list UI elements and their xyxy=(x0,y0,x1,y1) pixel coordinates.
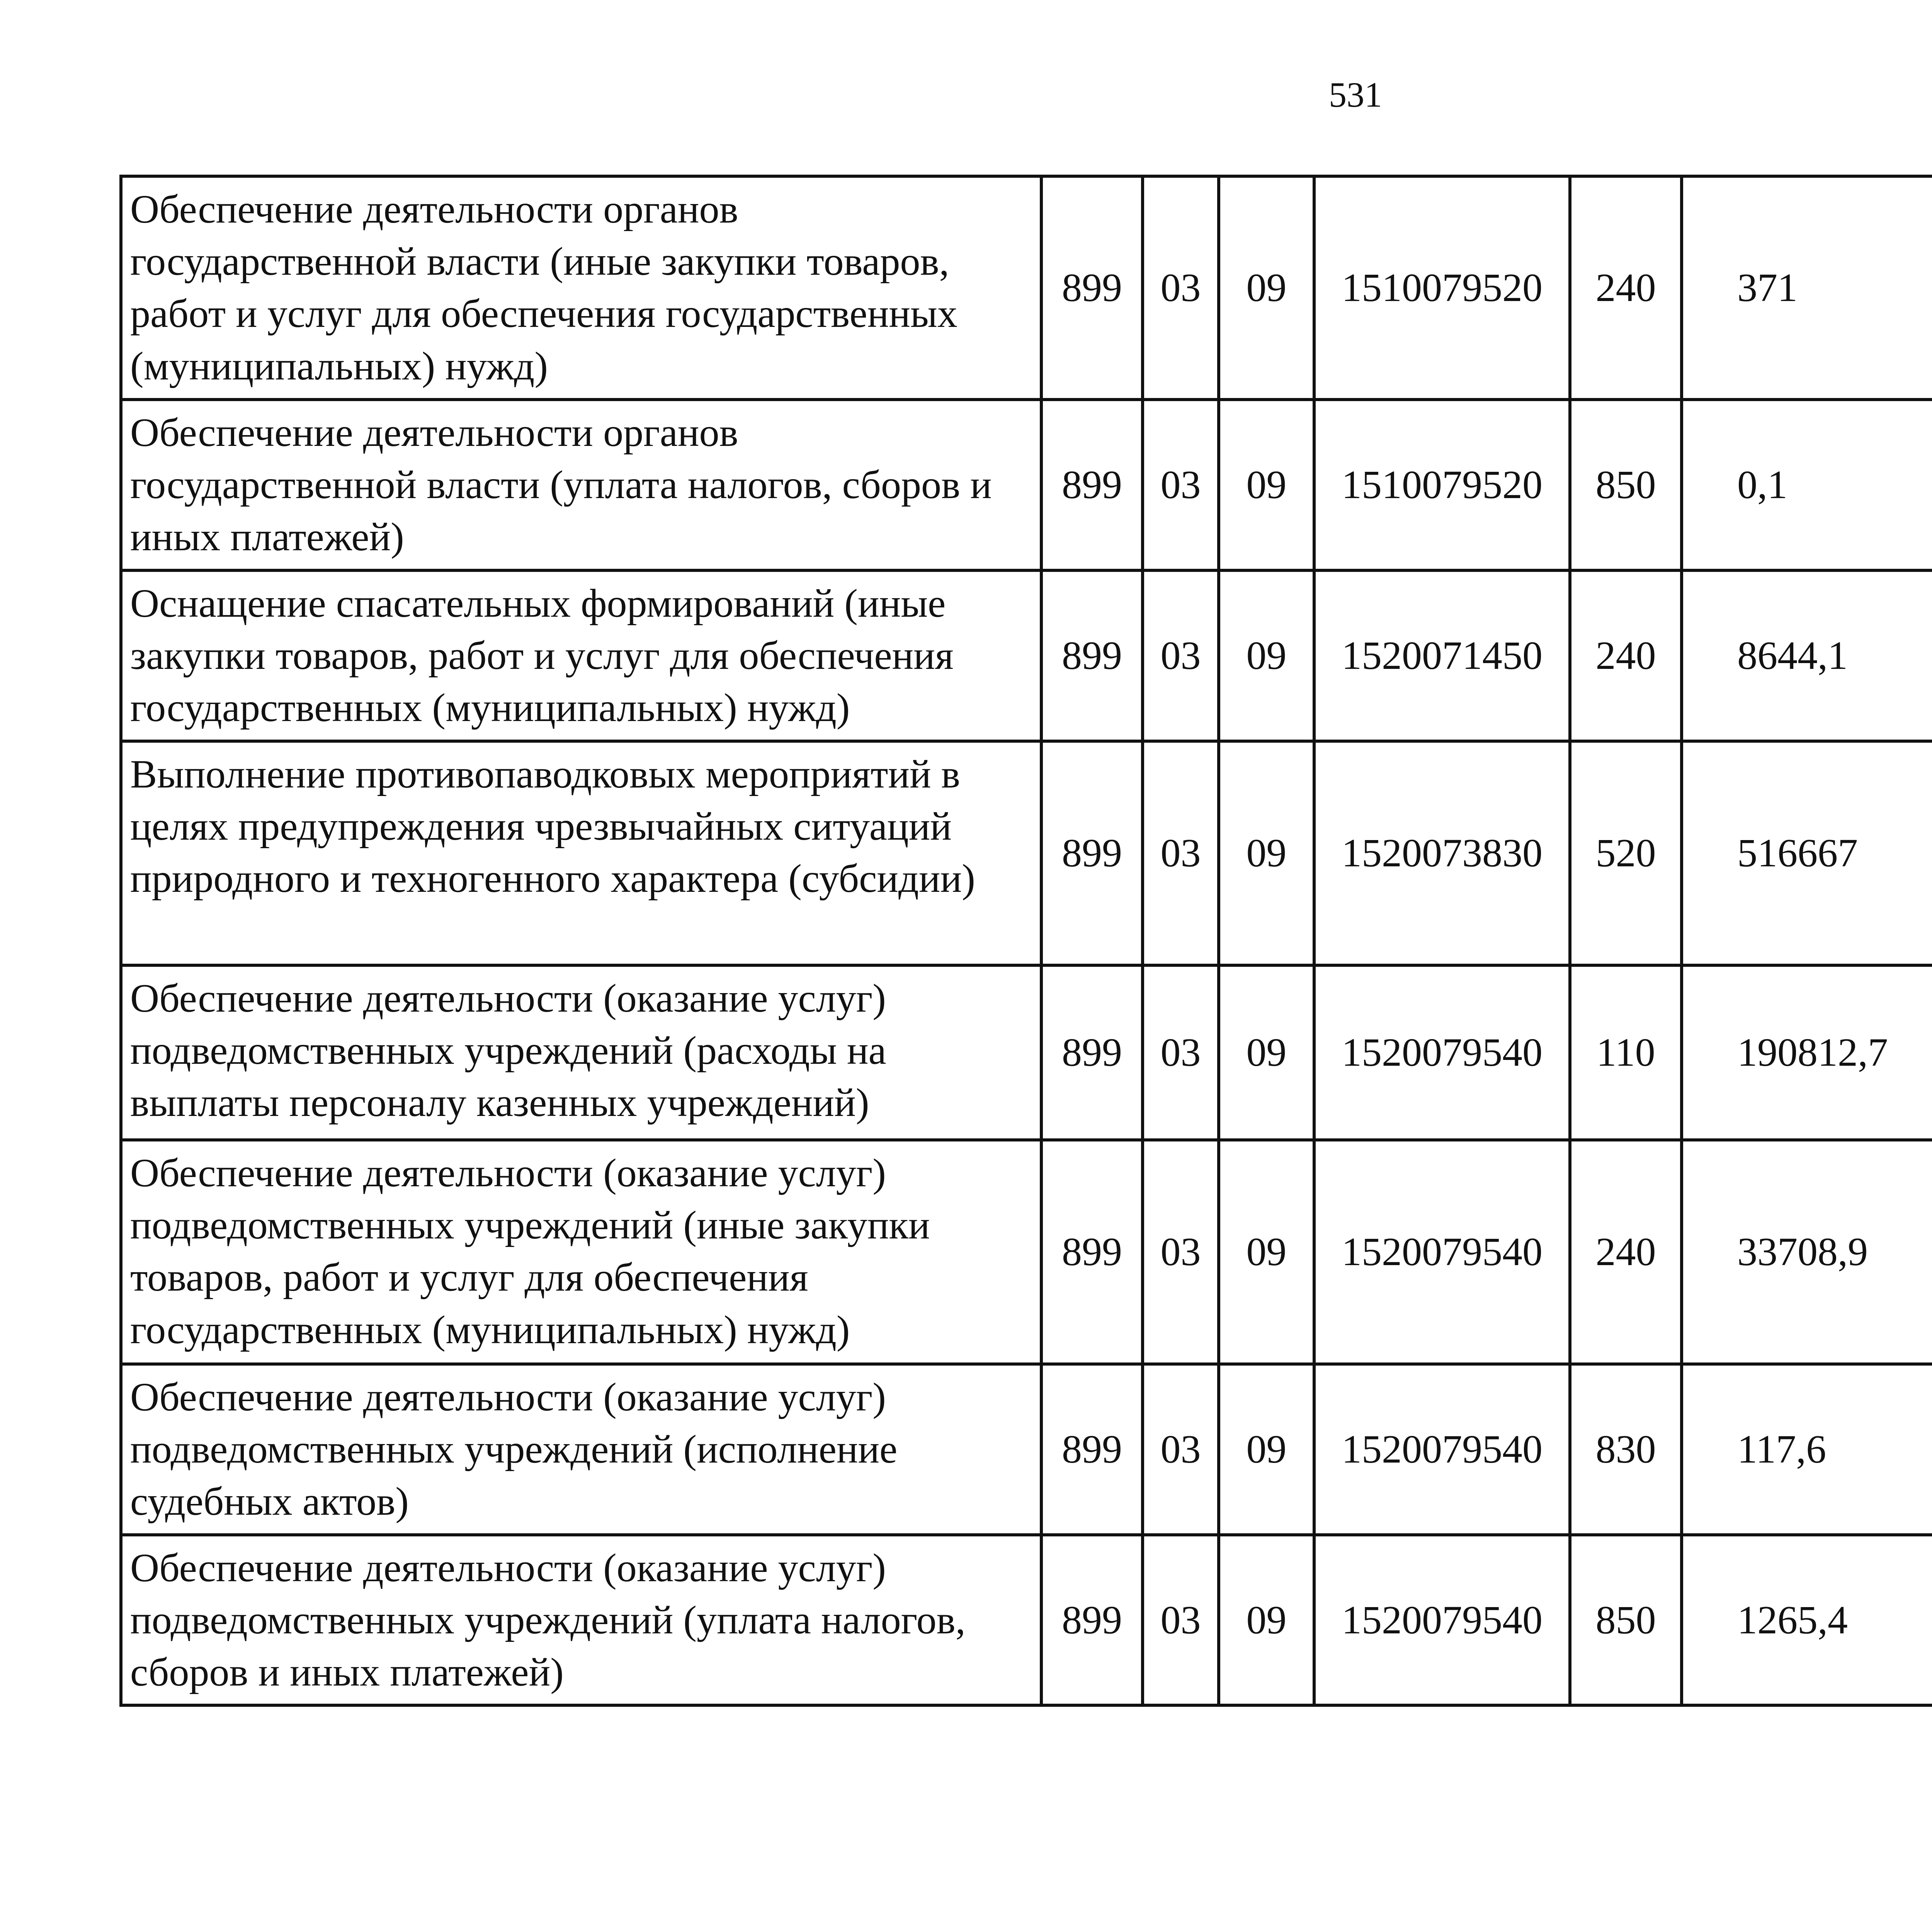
expense-type-code: 240 xyxy=(1570,176,1682,400)
table-row xyxy=(121,400,1932,570)
amount-1: 1265,4 xyxy=(1682,1535,1932,1706)
target-item-code: 1520073830 xyxy=(1314,741,1570,965)
expense-type-code: 110 xyxy=(1570,965,1682,1140)
row-description: Выполнение противопаводковых мероприятий в целях предупреждения чрезвычайных ситуаций природного и техногенного характера (субсидии) xyxy=(121,741,1041,965)
ministry-code: 899 xyxy=(1041,570,1143,741)
row-description: Обеспечение деятельности (оказание услуг) подведомственных учреждений (исполнение судебных актов) xyxy=(121,1364,1041,1535)
target-item-code: 1520079540 xyxy=(1314,1535,1570,1706)
expense-type-code: 830 xyxy=(1570,1364,1682,1535)
section-code: 03 xyxy=(1143,570,1219,741)
subsection-code: 09 xyxy=(1219,570,1314,741)
ministry-code: 899 xyxy=(1041,1140,1143,1364)
subsection-code: 09 xyxy=(1219,1535,1314,1706)
table-row xyxy=(121,741,1932,965)
subsection-code: 09 xyxy=(1219,1140,1314,1364)
ministry-code: 899 xyxy=(1041,1364,1143,1535)
subsection-code: 09 xyxy=(1219,965,1314,1140)
row-description: Оснащение спасательных формирований (иные закупки товаров, работ и услуг для обеспечения государственных (муниципальных) нужд) xyxy=(121,570,1041,741)
table-row xyxy=(121,570,1932,741)
table-row xyxy=(121,1364,1932,1535)
ministry-code: 899 xyxy=(1041,741,1143,965)
row-description: Обеспечение деятельности органов государственной власти (иные закупки товаров, работ и услуг для обеспечения государственных (муниципальных) нужд) xyxy=(121,176,1041,400)
section-code: 03 xyxy=(1143,176,1219,400)
target-item-code: 1520079540 xyxy=(1314,1364,1570,1535)
target-item-code: 1520071450 xyxy=(1314,570,1570,741)
expense-type-code: 850 xyxy=(1570,400,1682,570)
ministry-code: 899 xyxy=(1041,400,1143,570)
subsection-code: 09 xyxy=(1219,741,1314,965)
amount-1: 190812,7 xyxy=(1682,965,1932,1140)
amount-1: 0,1 xyxy=(1682,400,1932,570)
table-row xyxy=(121,1535,1932,1706)
section-code: 03 xyxy=(1143,741,1219,965)
row-description: Обеспечение деятельности (оказание услуг) подведомственных учреждений (уплата налогов, сборов и иных платежей) xyxy=(121,1535,1041,1706)
amount-1: 33708,9 xyxy=(1682,1140,1932,1364)
section-code: 03 xyxy=(1143,965,1219,1140)
target-item-code: 1510079520 xyxy=(1314,400,1570,570)
section-code: 03 xyxy=(1143,400,1219,570)
subsection-code: 09 xyxy=(1219,400,1314,570)
amount-1: 117,6 xyxy=(1682,1364,1932,1535)
amount-1: 516667 xyxy=(1682,741,1932,965)
table-row xyxy=(121,176,1932,400)
subsection-code: 09 xyxy=(1219,176,1314,400)
target-item-code: 1510079520 xyxy=(1314,176,1570,400)
expense-type-code: 240 xyxy=(1570,570,1682,741)
expense-type-code: 850 xyxy=(1570,1535,1682,1706)
budget-table xyxy=(119,175,1932,1707)
expense-type-code: 240 xyxy=(1570,1140,1682,1364)
target-item-code: 1520079540 xyxy=(1314,965,1570,1140)
row-description: Обеспечение деятельности органов государственной власти (уплата налогов, сборов и иных платежей) xyxy=(121,400,1041,570)
target-item-code: 1520079540 xyxy=(1314,1140,1570,1364)
expense-type-code: 520 xyxy=(1570,741,1682,965)
ministry-code: 899 xyxy=(1041,176,1143,400)
section-code: 03 xyxy=(1143,1535,1219,1706)
row-description: Обеспечение деятельности (оказание услуг) подведомственных учреждений (расходы на выплаты персоналу казенных учреждений) xyxy=(121,965,1041,1140)
section-code: 03 xyxy=(1143,1364,1219,1535)
page-number: 531 xyxy=(1329,75,1382,114)
amount-1: 8644,1 xyxy=(1682,570,1932,741)
ministry-code: 899 xyxy=(1041,1535,1143,1706)
subsection-code: 09 xyxy=(1219,1364,1314,1535)
table-row xyxy=(121,1140,1932,1364)
section-code: 03 xyxy=(1143,1140,1219,1364)
row-description: Обеспечение деятельности (оказание услуг) подведомственных учреждений (иные закупки товаров, работ и услуг для обеспечения государственных (муниципальных) нужд) xyxy=(121,1140,1041,1364)
table-row xyxy=(121,965,1932,1140)
ministry-code: 899 xyxy=(1041,965,1143,1140)
amount-1: 371 xyxy=(1682,176,1932,400)
